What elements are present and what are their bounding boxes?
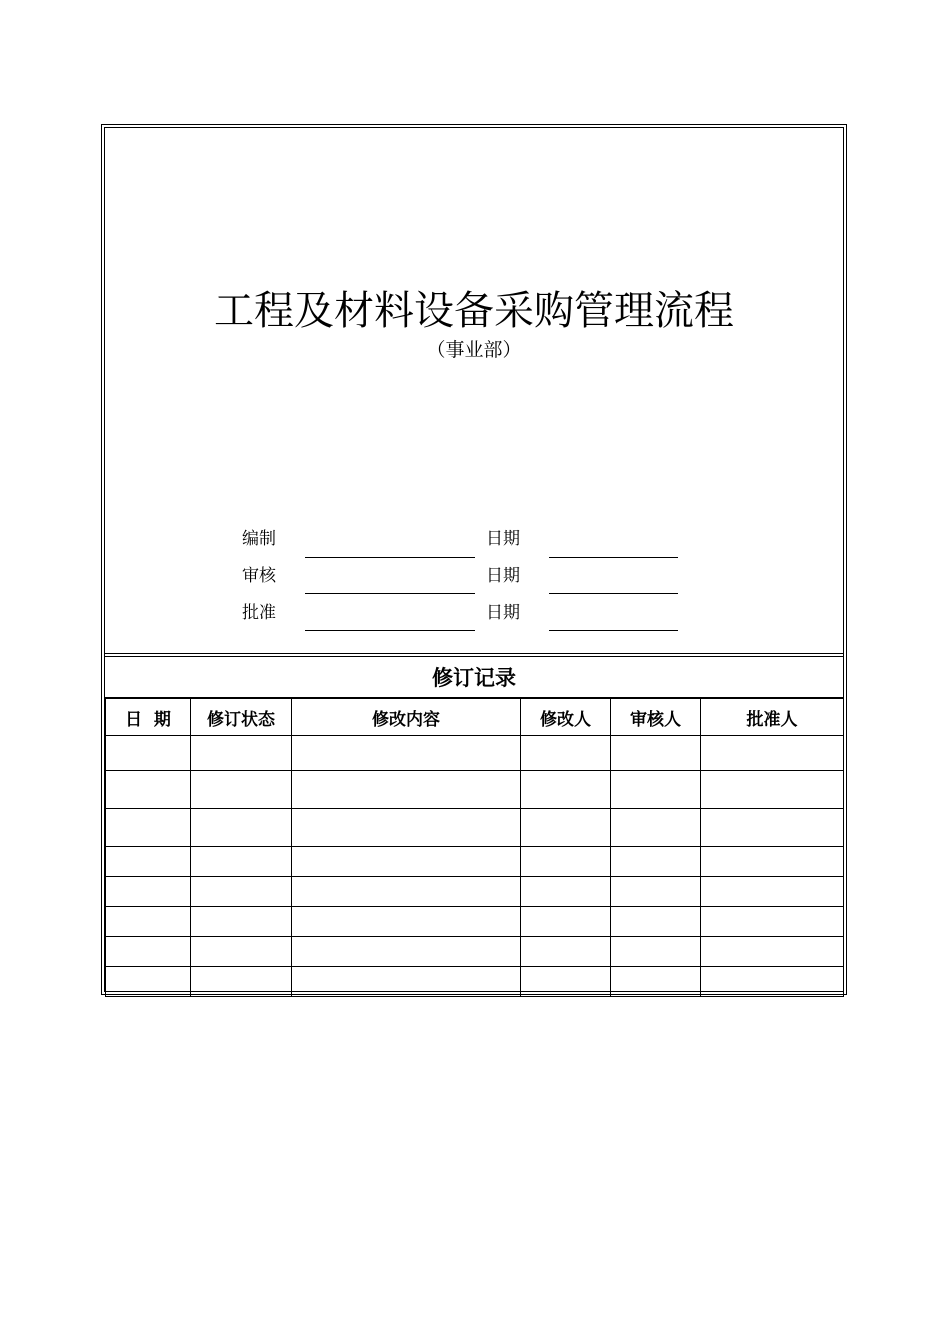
sig-date-line-approve[interactable] xyxy=(549,630,678,631)
sig-date-line-review[interactable] xyxy=(549,593,678,594)
table-cell[interactable] xyxy=(611,907,701,937)
header-approver: 批准人 xyxy=(701,699,844,736)
sig-date-line-compile[interactable] xyxy=(549,557,678,558)
table-cell[interactable] xyxy=(701,937,844,967)
table-cell[interactable] xyxy=(611,937,701,967)
table-cell[interactable] xyxy=(701,847,844,877)
table-cell[interactable] xyxy=(611,967,701,997)
table-cell[interactable] xyxy=(521,847,611,877)
section-divider-bottom xyxy=(104,656,844,657)
sig-label-review: 审核 xyxy=(242,566,276,586)
table-cell[interactable] xyxy=(701,771,844,809)
sig-date-label-compile: 日期 xyxy=(486,529,520,549)
revision-table xyxy=(105,698,844,997)
table-cell[interactable] xyxy=(611,809,701,847)
table-cell[interactable] xyxy=(292,877,521,907)
sig-date-label-review: 日期 xyxy=(486,566,520,586)
document-title: 工程及材料设备采购管理流程 xyxy=(214,288,734,334)
revision-header-row xyxy=(106,699,844,736)
table-cell[interactable] xyxy=(701,967,844,997)
table-cell[interactable] xyxy=(701,907,844,937)
table-row xyxy=(106,877,844,907)
table-cell[interactable] xyxy=(106,967,191,997)
table-cell[interactable] xyxy=(521,771,611,809)
table-cell[interactable] xyxy=(106,809,191,847)
table-cell[interactable] xyxy=(106,847,191,877)
table-row xyxy=(106,736,844,771)
table-row xyxy=(106,809,844,847)
table-cell[interactable] xyxy=(611,847,701,877)
table-cell[interactable] xyxy=(191,937,292,967)
sig-label-approve: 批准 xyxy=(242,603,276,623)
table-cell[interactable] xyxy=(106,877,191,907)
table-cell[interactable] xyxy=(292,967,521,997)
table-cell[interactable] xyxy=(292,809,521,847)
table-cell[interactable] xyxy=(292,771,521,809)
sig-line-compile[interactable] xyxy=(305,557,475,558)
table-cell[interactable] xyxy=(191,877,292,907)
table-cell[interactable] xyxy=(701,809,844,847)
table-cell[interactable] xyxy=(106,907,191,937)
sig-line-approve[interactable] xyxy=(305,630,475,631)
table-cell[interactable] xyxy=(292,937,521,967)
table-row xyxy=(106,967,844,997)
table-cell[interactable] xyxy=(191,847,292,877)
document-subtitle: （事业部） xyxy=(426,339,522,361)
table-cell[interactable] xyxy=(106,937,191,967)
table-cell[interactable] xyxy=(701,877,844,907)
table-row xyxy=(106,771,844,809)
table-cell[interactable] xyxy=(611,736,701,771)
table-cell[interactable] xyxy=(191,809,292,847)
table-cell[interactable] xyxy=(191,967,292,997)
table-cell[interactable] xyxy=(611,771,701,809)
sig-label-compile: 编制 xyxy=(242,529,276,549)
table-cell[interactable] xyxy=(521,736,611,771)
section-divider-top xyxy=(104,653,844,654)
table-cell[interactable] xyxy=(191,771,292,809)
table-cell[interactable] xyxy=(191,736,292,771)
table-cell[interactable] xyxy=(191,907,292,937)
table-cell[interactable] xyxy=(292,907,521,937)
header-revision-status: 修订状态 xyxy=(191,699,292,736)
table-cell[interactable] xyxy=(521,809,611,847)
revision-title: 修订记录 xyxy=(432,665,516,690)
header-reviewer: 审核人 xyxy=(611,699,701,736)
sig-line-review[interactable] xyxy=(305,593,475,594)
header-change-content: 修改内容 xyxy=(292,699,521,736)
table-cell[interactable] xyxy=(521,967,611,997)
table-row xyxy=(106,907,844,937)
table-cell[interactable] xyxy=(292,736,521,771)
header-modifier: 修改人 xyxy=(521,699,611,736)
table-cell[interactable] xyxy=(701,736,844,771)
table-row xyxy=(106,937,844,967)
table-row xyxy=(106,847,844,877)
table-cell[interactable] xyxy=(292,847,521,877)
table-cell[interactable] xyxy=(106,736,191,771)
sig-date-label-approve: 日期 xyxy=(486,603,520,623)
table-cell[interactable] xyxy=(521,907,611,937)
table-cell[interactable] xyxy=(106,771,191,809)
table-cell[interactable] xyxy=(611,877,701,907)
table-cell[interactable] xyxy=(521,937,611,967)
header-date: 日 期 xyxy=(106,699,191,736)
table-cell[interactable] xyxy=(521,877,611,907)
